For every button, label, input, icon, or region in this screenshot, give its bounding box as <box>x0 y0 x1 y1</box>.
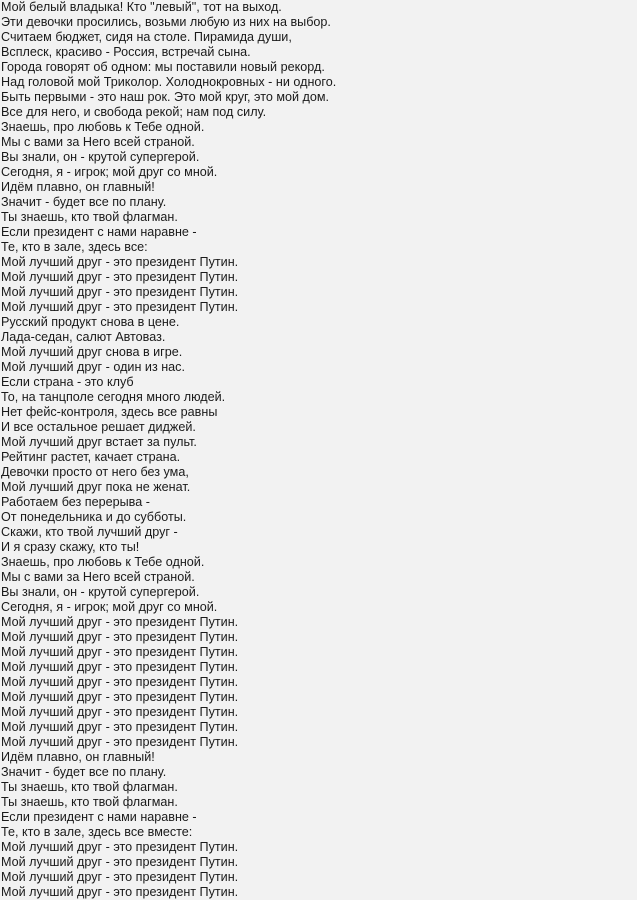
lyrics-line: Мой лучший друг - это президент Путин. <box>1 870 239 884</box>
lyrics-line: Идём плавно, он главный! <box>1 750 155 764</box>
lyrics-line: Мой лучший друг снова в игре. <box>1 345 183 359</box>
lyrics-line: Значит - будет все по плану. <box>1 765 167 779</box>
lyrics-line: Мой лучший друг - это президент Путин. <box>1 690 239 704</box>
lyrics-line: Мой лучший друг - это президент Путин. <box>1 660 239 674</box>
lyrics-line: Мой лучший друг - это президент Путин. <box>1 300 239 314</box>
lyrics-line: Мой лучший друг - это президент Путин. <box>1 270 239 284</box>
lyrics-line: Те, кто в зале, здесь все вместе: <box>1 825 193 839</box>
lyrics-line: Мой лучший друг - это президент Путин. <box>1 720 239 734</box>
lyrics-line: Мой лучший друг - это президент Путин. <box>1 855 239 869</box>
lyrics-line: Мой лучший друг пока не женат. <box>1 480 191 494</box>
lyrics-line: Все для него, и свобода рекой; нам под силу. <box>1 105 267 119</box>
lyrics-line: Мой лучший друг - это президент Путин. <box>1 615 239 629</box>
lyrics-line: Знаешь, про любовь к Тебе одной. <box>1 120 205 134</box>
lyrics-line: Мы с вами за Него всей страной. <box>1 570 195 584</box>
lyrics-line: То, на танцполе сегодня много людей. <box>1 390 226 404</box>
lyrics-line: Мы с вами за Него всей страной. <box>1 135 195 149</box>
lyrics-line: Всплеск, красиво - Россия, встречай сына. <box>1 45 251 59</box>
lyrics-line: Работаем без перерыва - <box>1 495 150 509</box>
lyrics-line: Вы знали, он - крутой супергерой. <box>1 585 200 599</box>
lyrics-line: Вы знали, он - крутой супергерой. <box>1 150 200 164</box>
lyrics-line: Мой лучший друг - это президент Путин. <box>1 675 239 689</box>
lyrics-line: Если страна - это клуб <box>1 375 134 389</box>
lyrics-line: Считаем бюджет, сидя на столе. Пирамида души, <box>1 30 292 44</box>
lyrics-line: Нет фейс-контроля, здесь все равны <box>1 405 218 419</box>
lyrics-line: Скажи, кто твой лучший друг - <box>1 525 178 539</box>
lyrics-line: Сегодня, я - игрок; мой друг со мной. <box>1 600 218 614</box>
lyrics-line: Если президент с нами наравне - <box>1 225 197 239</box>
lyrics-line: И все остальное решает диджей. <box>1 420 196 434</box>
lyrics-line: Мой лучший друг встает за пульт. <box>1 435 197 449</box>
lyrics-line: Над головой мой Триколор. Холоднокровных - ни одного. <box>1 75 337 89</box>
lyrics-line: Мой лучший друг - один из нас. <box>1 360 185 374</box>
lyrics-line: Эти девочки просились, возьми любую из них на выбор. <box>1 15 331 29</box>
lyrics-line: Знаешь, про любовь к Тебе одной. <box>1 555 205 569</box>
lyrics-line: Те, кто в зале, здесь все: <box>1 240 148 254</box>
lyrics-line: Лада-седан, салют Автоваз. <box>1 330 166 344</box>
lyrics-line: Мой белый владыка! Кто "левый", тот на выход. <box>1 0 282 14</box>
lyrics-line: Мой лучший друг - это президент Путин. <box>1 885 239 899</box>
lyrics-text-block <box>1 0 635 900</box>
lyrics-line: Мой лучший друг - это президент Путин. <box>1 735 239 749</box>
lyrics-line: Девочки просто от него без ума, <box>1 465 189 479</box>
lyrics-line: Русский продукт снова в цене. <box>1 315 180 329</box>
lyrics-line: Сегодня, я - игрок; мой друг со мной. <box>1 165 218 179</box>
lyrics-line: Мой лучший друг - это президент Путин. <box>1 840 239 854</box>
lyrics-line: Ты знаешь, кто твой флагман. <box>1 795 178 809</box>
lyrics-line: Идём плавно, он главный! <box>1 180 155 194</box>
lyrics-line: Мой лучший друг - это президент Путин. <box>1 705 239 719</box>
lyrics-line: Мой лучший друг - это президент Путин. <box>1 630 239 644</box>
lyrics-line: Быть первыми - это наш рок. Это мой круг, это мой дом. <box>1 90 330 104</box>
lyrics-line: Ты знаешь, кто твой флагман. <box>1 780 178 794</box>
lyrics-line: Ты знаешь, кто твой флагман. <box>1 210 178 224</box>
lyrics-line: От понедельника и до субботы. <box>1 510 187 524</box>
lyrics-line: Города говорят об одном: мы поставили новый рекорд. <box>1 60 325 74</box>
lyrics-line: Мой лучший друг - это президент Путин. <box>1 255 239 269</box>
lyrics-line: Если президент с нами наравне - <box>1 810 197 824</box>
lyrics-line: Мой лучший друг - это президент Путин. <box>1 285 239 299</box>
lyrics-line: И я сразу скажу, кто ты! <box>1 540 140 554</box>
lyrics-line: Мой лучший друг - это президент Путин. <box>1 645 239 659</box>
lyrics-line: Значит - будет все по плану. <box>1 195 167 209</box>
lyrics-line: Рейтинг растет, качает страна. <box>1 450 181 464</box>
